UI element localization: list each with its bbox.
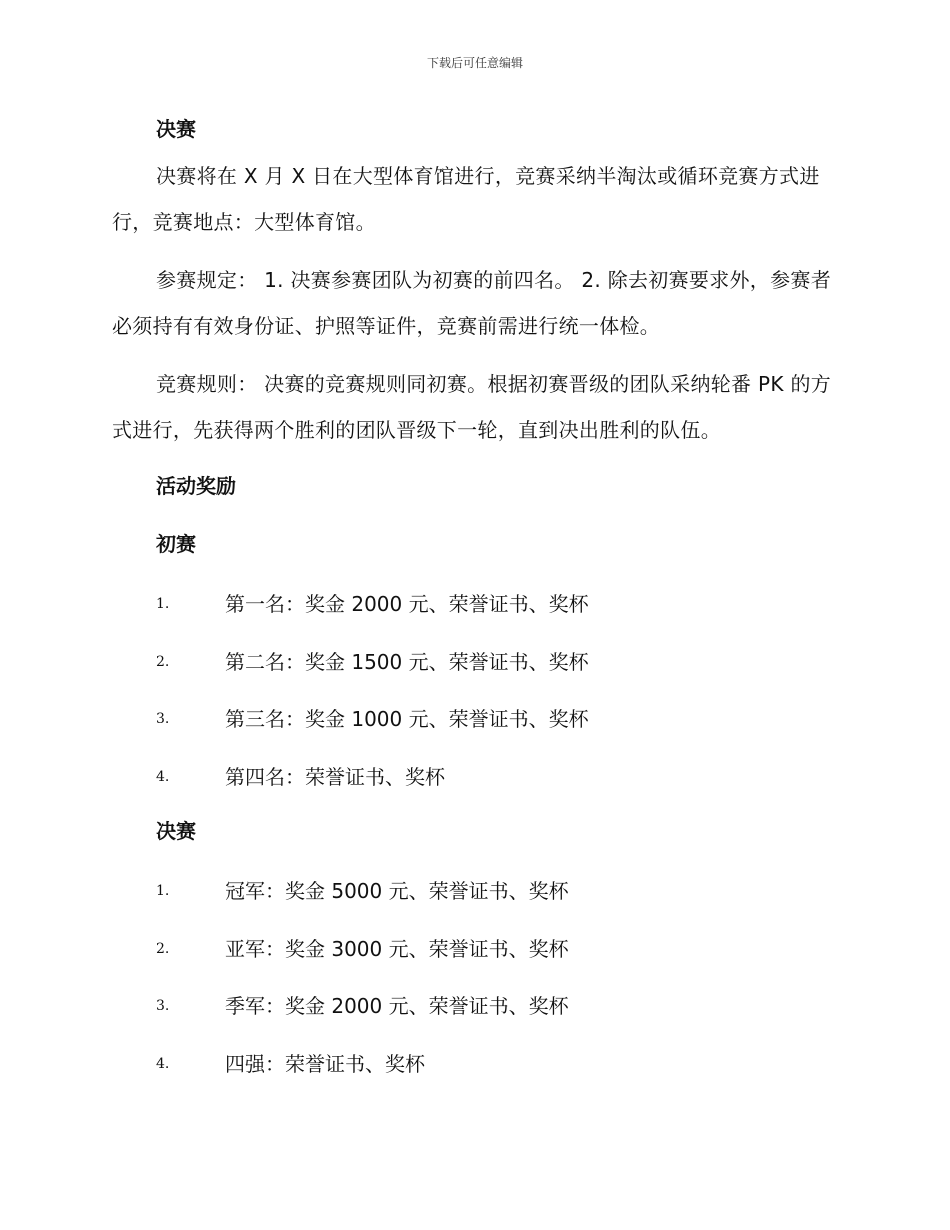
final-rules-paragraph: 竞赛规则： 决赛的竞赛规则同初赛。根据初赛晋级的团队采纳轮番 PK 的方式进行，先获得两个胜利的团队晋级下一轮，直到决出胜利的队伍。 bbox=[112, 372, 832, 442]
list-item bbox=[112, 978, 832, 1036]
list-item-text: 季军：奖金 2000 元、荣誉证书、奖杯 bbox=[225, 994, 569, 1018]
list-number: 1. bbox=[156, 883, 170, 899]
awards-heading: 活动奖励 bbox=[156, 474, 236, 498]
list-number: 2. bbox=[156, 653, 170, 670]
list-item bbox=[112, 634, 832, 692]
document-body bbox=[112, 112, 832, 1093]
final-awards-heading: 决赛 bbox=[156, 819, 196, 843]
list-item bbox=[112, 691, 832, 749]
prelim-awards-heading: 初赛 bbox=[156, 532, 196, 556]
list-item-text: 第一名：奖金 2000 元、荣誉证书、奖杯 bbox=[225, 592, 589, 616]
final-awards-list bbox=[112, 863, 832, 1093]
final-heading: 决赛 bbox=[156, 117, 196, 141]
list-number: 3. bbox=[156, 998, 170, 1014]
list-item-text: 第二名：奖金 1500 元、荣誉证书、奖杯 bbox=[225, 649, 589, 674]
list-item bbox=[112, 1036, 832, 1094]
list-number: 1. bbox=[156, 596, 170, 612]
list-item bbox=[112, 749, 832, 807]
list-item-text: 第四名：荣誉证书、奖杯 bbox=[225, 764, 445, 789]
prelim-awards-list bbox=[112, 576, 832, 806]
list-item bbox=[112, 576, 832, 634]
list-item bbox=[112, 863, 832, 921]
list-item-text: 四强：荣誉证书、奖杯 bbox=[225, 1051, 425, 1076]
list-item bbox=[112, 921, 832, 979]
final-eligibility-paragraph: 参赛规定： 1. 决赛参赛团队为初赛的前四名。 2. 除去初赛要求外，参赛者必须持有有效身份证、护照等证件，竞赛前需进行统一体检。 bbox=[112, 268, 831, 338]
list-number: 4. bbox=[156, 768, 170, 785]
final-intro-paragraph: 决赛将在 X 月 X 日在大型体育馆进行，竞赛采纳半淘汰或循环竞赛方式进行，竞赛地点：大型体育馆。 bbox=[112, 164, 820, 234]
list-item-text: 冠军：奖金 5000 元、荣誉证书、奖杯 bbox=[225, 879, 569, 903]
list-number: 4. bbox=[156, 1055, 170, 1072]
list-item-text: 第三名：奖金 1000 元、荣誉证书、奖杯 bbox=[225, 707, 589, 731]
list-number: 3. bbox=[156, 711, 170, 727]
list-number: 2. bbox=[156, 940, 170, 957]
page-header: 下载后可任意编辑 bbox=[426, 56, 523, 70]
list-item-text: 亚军：奖金 3000 元、荣誉证书、奖杯 bbox=[225, 936, 569, 961]
